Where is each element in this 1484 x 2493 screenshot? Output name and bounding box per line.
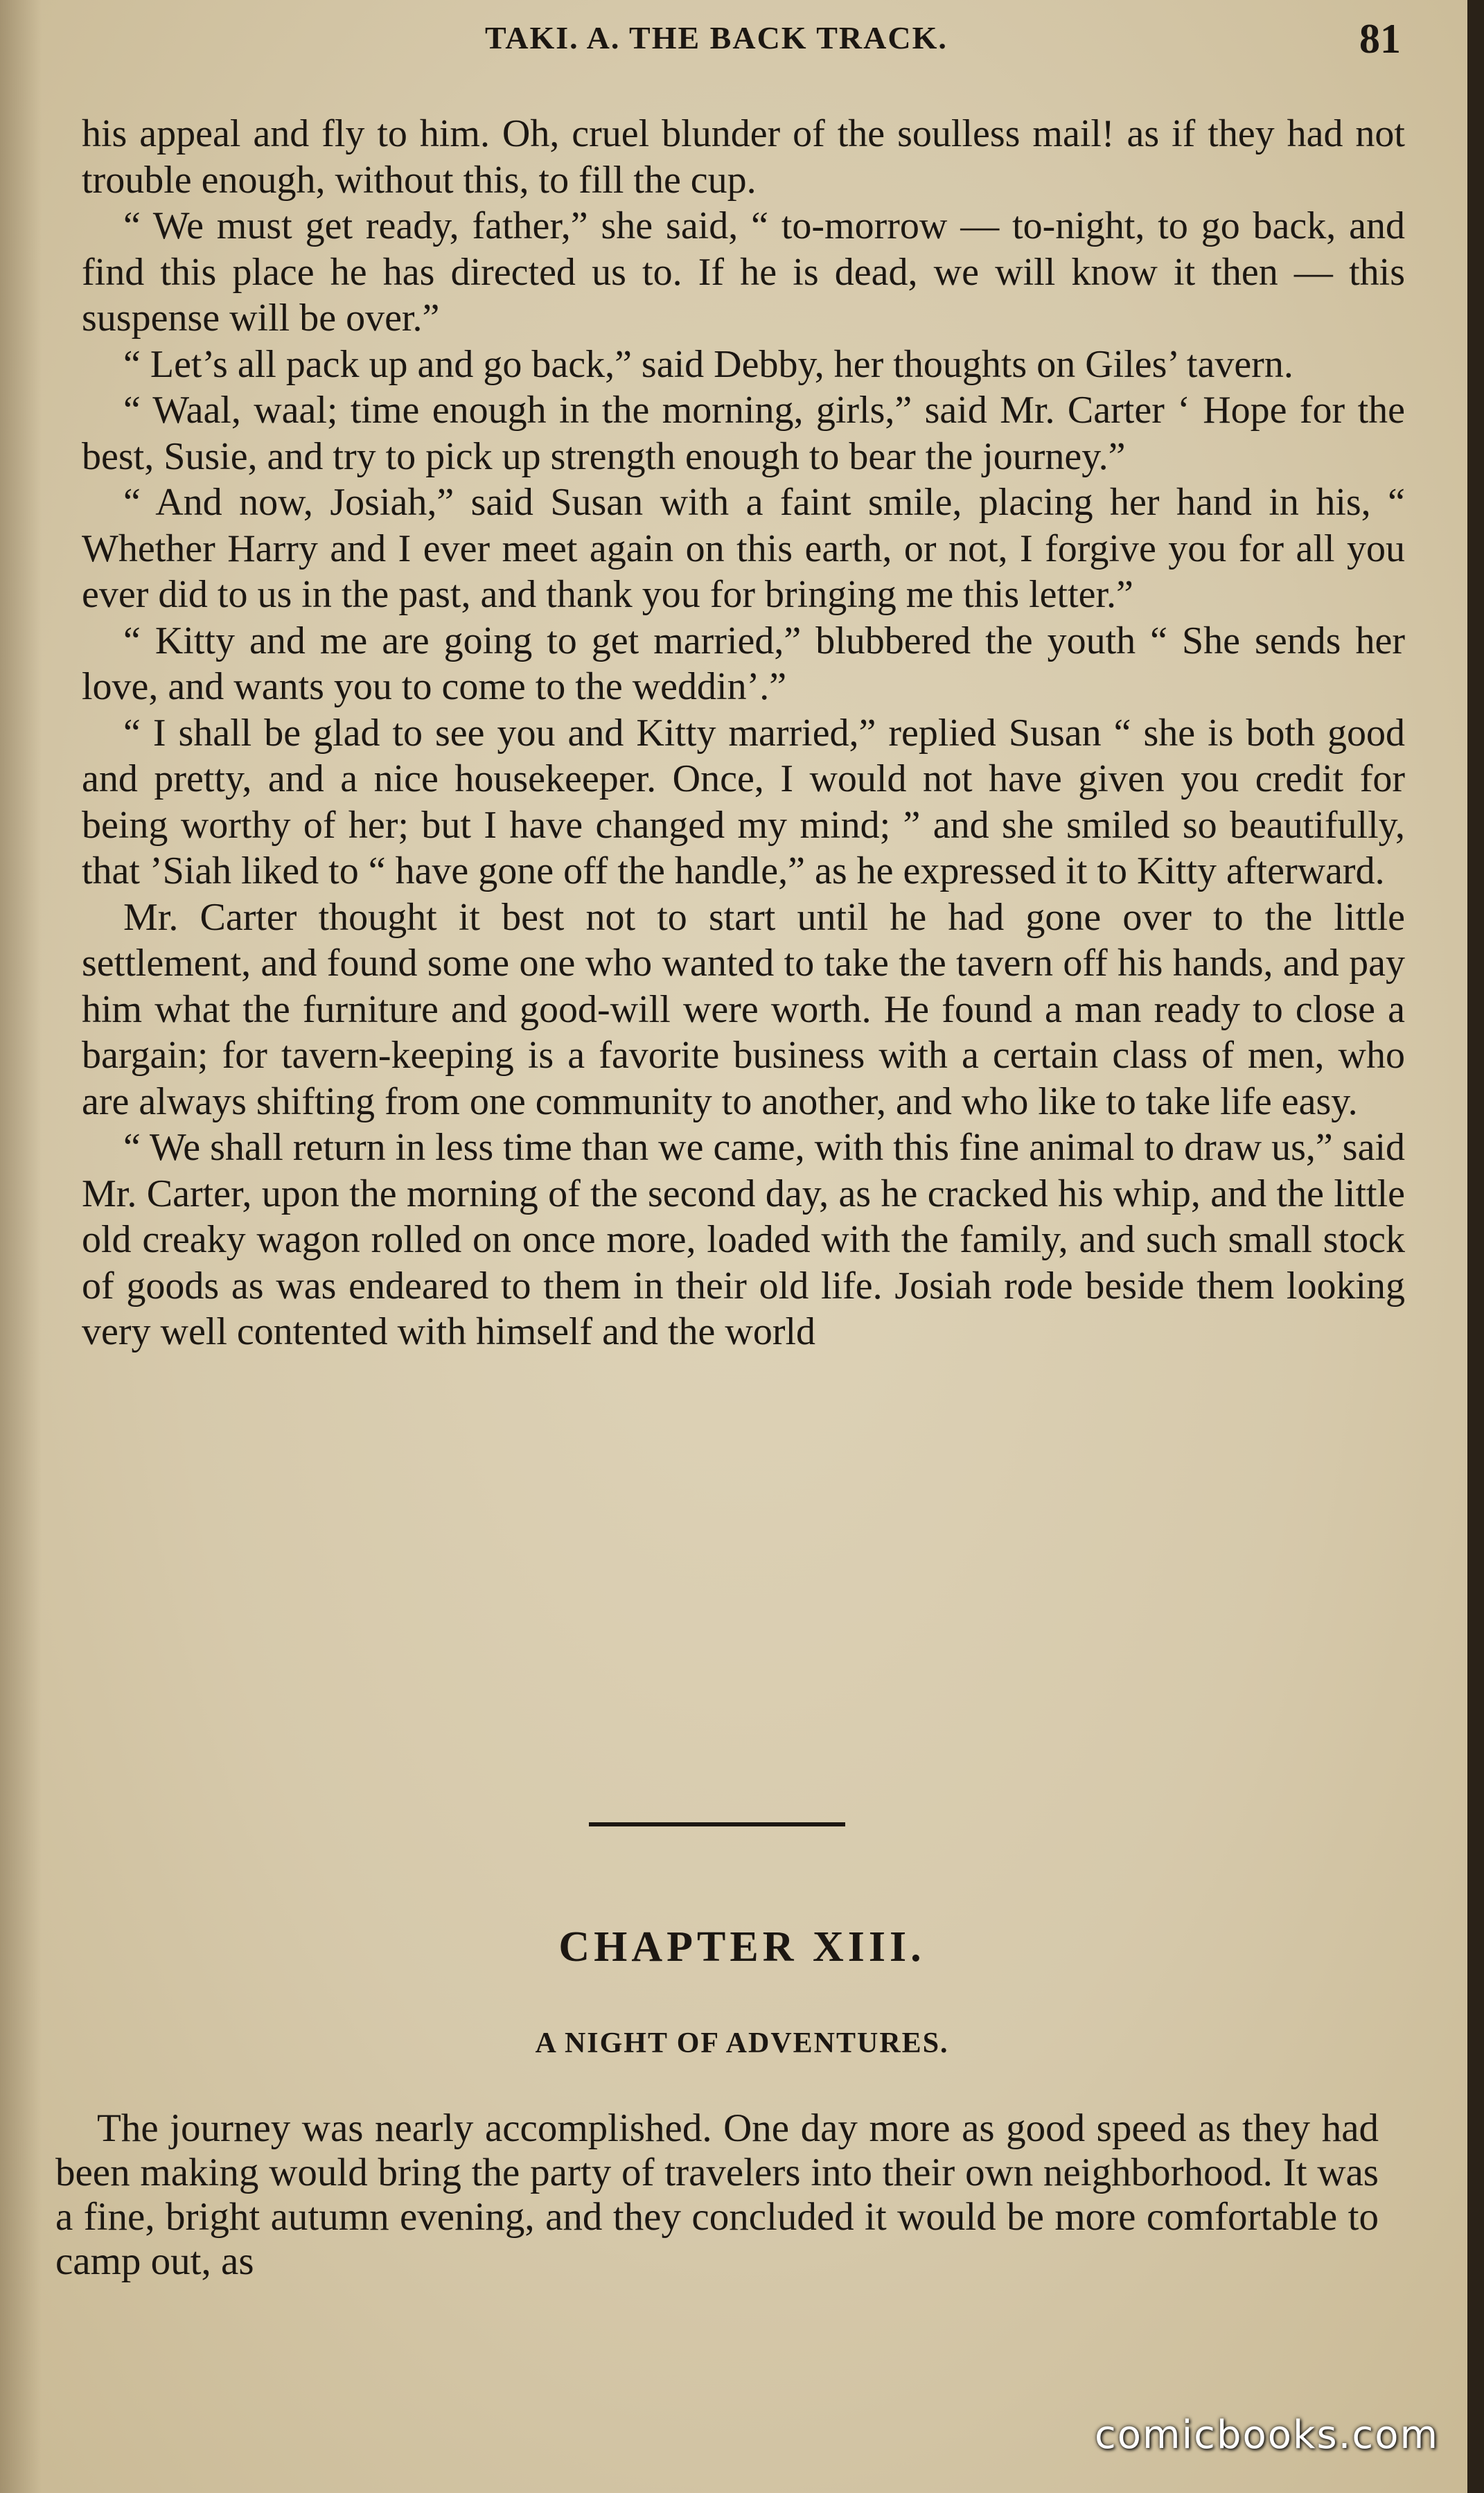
paragraph: “ Let’s all pack up and go back,” said Debby, her thoughts on Giles’ tavern. [123,342,1293,386]
section-divider [589,1822,845,1826]
page-header [0,15,1484,64]
paragraph: his appeal and fly to him. Oh, cruel blunder of the soulless mail! as if they had not trouble enough, without this, to fill the cup. [82,112,1405,202]
paragraph: “ I shall be glad to see you and Kitty married,” replied Susan “ she is both good and pretty, and a nice housekeeper. Once, I would not have given you credit for being worthy of her; but I have changed my mind; ” and she smiled so beautifully, that ’Siah liked to “ have gone off the handle,” as he expressed it to Kitty afterward. [82,711,1405,892]
paragraph: “ We must get ready, father,” she said, “ to-morrow — to-night, to go back, and find this place he has directed us to. If he is dead, we will know it then — this suspense will be over.” [82,204,1405,340]
page-edge [1467,0,1484,2493]
page-gutter-shadow [0,0,42,2493]
watermark: comicbooks.com [1095,2413,1440,2458]
chapter-opening-paragraph: The journey was nearly accomplished. One day more as good speed as they had been making would bring the party of travelers into their own neighborhood. It was a fine, bright autumn evening, and they concluded it would be more comfortable to camp out, as [55,2106,1379,2283]
chapter-subtitle: A NIGHT OF ADVENTURES. [535,2027,949,2059]
running-title: TAKI. A. THE BACK TRACK. [485,20,948,55]
paragraph: “ We shall return in less time than we came, with this fine animal to draw us,” said Mr. Carter, upon the morning of the second day, as he cracked his whip, and the little old creaky wagon rolled on once more, loaded with the family, and such small stock of goods as was endeared to them in their old life. Josiah rode beside them looking very well contented with himself and the world [82,1126,1405,1353]
paragraph: “ Waal, waal; time enough in the morning, girls,” said Mr. Carter ‘ Hope for the best, Susie, and try to pick up strength enough to bear the journey.” [82,389,1405,478]
paragraph: Mr. Carter thought it best not to start until he had gone over to the little settlement, and found some one who wanted to take the tavern off his hands, and pay him what the furniture and good-will were worth. He found a man ready to close a bargain; for tavern-keeping is a favorite business with a certain class of men, who are always shifting from one community to another, and who like to take life easy. [82,895,1405,1123]
chapter-title: CHAPTER XIII. [558,1923,926,1971]
body-text [82,111,1405,1355]
chapter-text [55,2106,1379,2284]
paragraph: “ Kitty and me are going to get married,” blubbered the youth “ She sends her love, and wants you to come to the weddin’.” [82,619,1405,708]
page-number: 81 [1359,16,1401,62]
paragraph: “ And now, Josiah,” said Susan with a faint smile, placing her hand in his, “ Whether Harry and I ever meet again on this earth, or not, I forgive you for all you ever did to us in the past, and thank you for bringing me this letter.” [82,481,1405,616]
